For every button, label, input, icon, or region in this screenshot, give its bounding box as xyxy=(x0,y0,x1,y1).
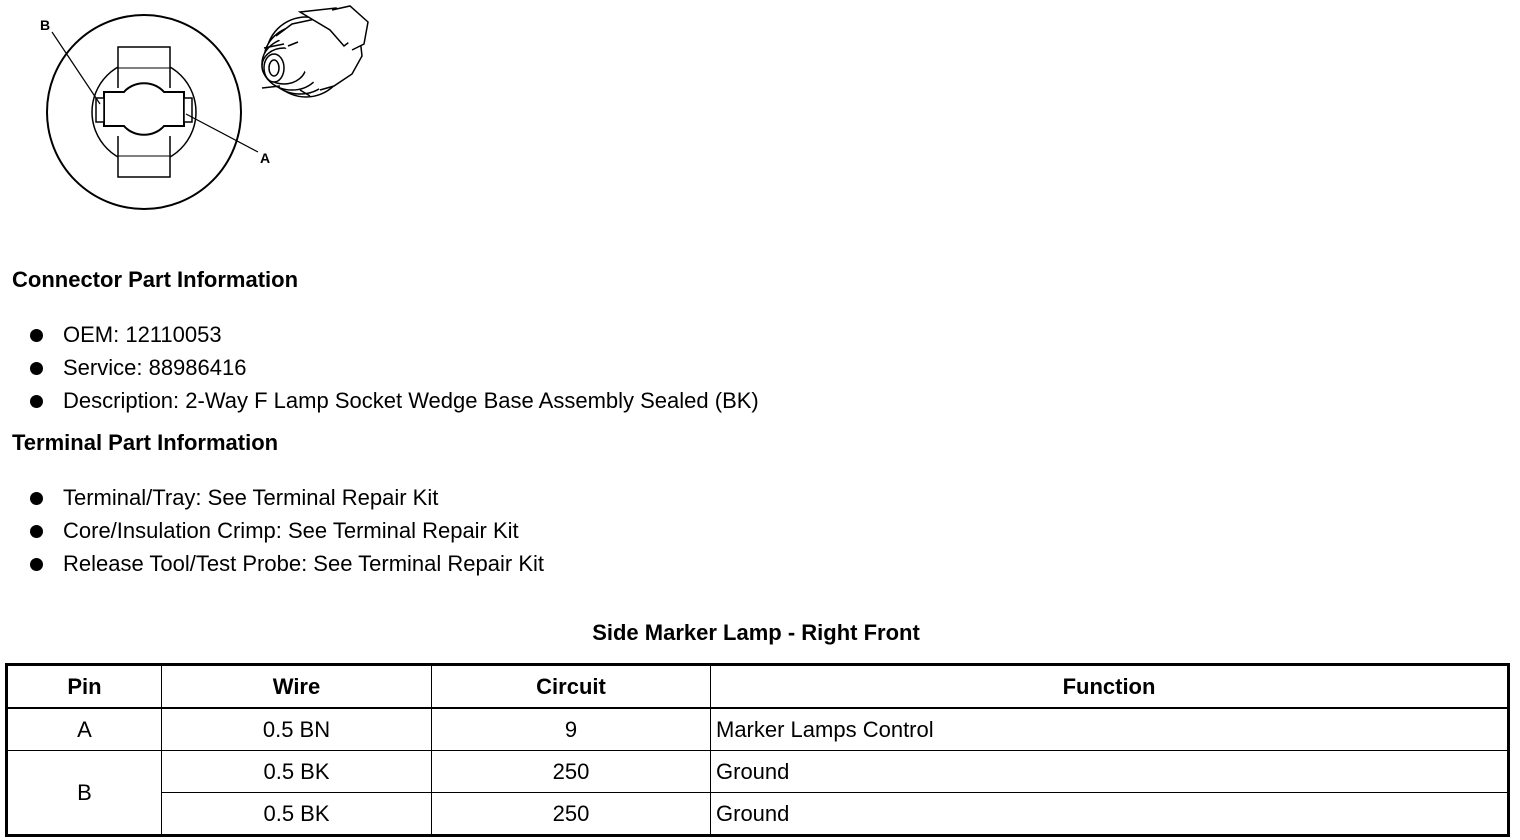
label-a: A xyxy=(260,150,271,166)
bullet-icon xyxy=(30,492,43,505)
table-title: Side Marker Lamp - Right Front xyxy=(592,620,920,645)
cell-pin: A xyxy=(7,708,162,751)
table-row xyxy=(7,793,1509,836)
header-function: Function xyxy=(711,665,1509,709)
list-item: OEM: 12110053 xyxy=(28,318,759,351)
cell-circuit: 250 xyxy=(432,793,711,836)
header-wire: Wire xyxy=(162,665,432,709)
terminal-info-list xyxy=(28,481,544,580)
connector-info-heading: Connector Part Information xyxy=(12,267,299,292)
header-circuit: Circuit xyxy=(432,665,711,709)
list-item: Service: 88986416 xyxy=(28,351,759,384)
bullet-icon xyxy=(30,525,43,538)
list-item: Terminal/Tray: See Terminal Repair Kit xyxy=(28,481,544,514)
label-b: B xyxy=(40,17,51,33)
terminal-b xyxy=(96,98,104,122)
connector-diagram xyxy=(0,0,400,230)
cell-wire: 0.5 BN xyxy=(162,708,432,751)
bullet-icon xyxy=(30,362,43,375)
list-item: Release Tool/Test Probe: See Terminal Repair Kit xyxy=(28,547,544,580)
table-row xyxy=(7,751,1509,793)
table-header-row xyxy=(7,665,1509,709)
cell-circuit: 9 xyxy=(432,708,711,751)
list-item: Description: 2-Way F Lamp Socket Wedge Base Assembly Sealed (BK) xyxy=(28,384,759,417)
terminal-info-heading: Terminal Part Information xyxy=(12,430,279,455)
header-pin: Pin xyxy=(7,665,162,709)
pinout-table xyxy=(5,663,1510,837)
table-row xyxy=(7,708,1509,751)
connector-info-list xyxy=(28,318,759,417)
cell-pin: B xyxy=(7,751,162,836)
terminal-a xyxy=(184,98,192,122)
cell-function: Ground xyxy=(711,793,1509,836)
cell-function: Ground xyxy=(711,751,1509,793)
bullet-icon xyxy=(30,329,43,342)
cell-circuit: 250 xyxy=(432,751,711,793)
leader-line-a xyxy=(186,114,258,152)
lamp-socket-illustration xyxy=(262,6,368,97)
terminal-cavity xyxy=(104,83,184,135)
bullet-icon xyxy=(30,558,43,571)
list-item: Core/Insulation Crimp: See Terminal Repair Kit xyxy=(28,514,544,547)
bullet-icon xyxy=(30,395,43,408)
cell-function: Marker Lamps Control xyxy=(711,708,1509,751)
cell-wire: 0.5 BK xyxy=(162,793,432,836)
cell-wire: 0.5 BK xyxy=(162,751,432,793)
